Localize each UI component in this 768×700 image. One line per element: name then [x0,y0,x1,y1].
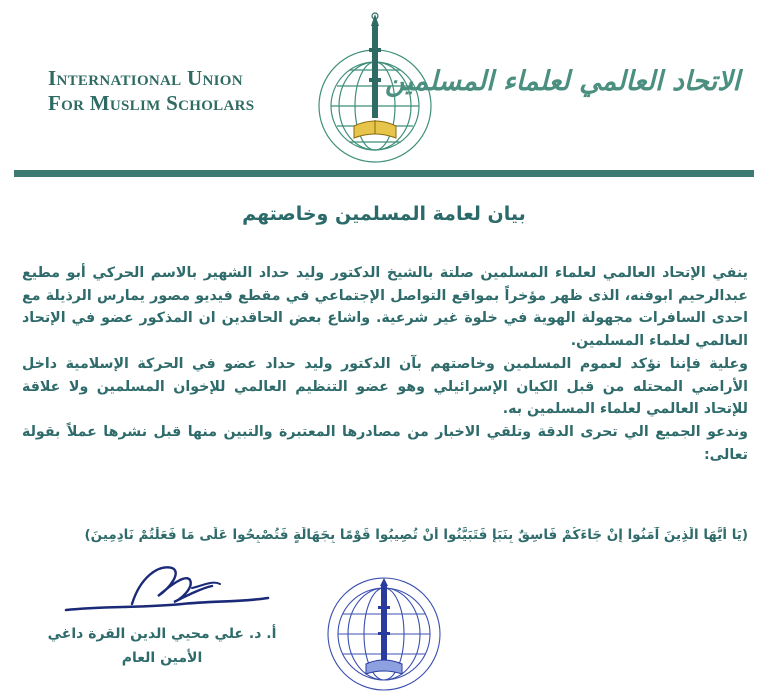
quran-verse: (يَا أَيُّهَا الَّذِينَ آمَنُوا إِنْ جَاءَكُمْ فَاسِقٌ بِنَبَإٍ فَتَبَيَّنُوا أَنْ تُصِيبُوا قَوْمًا بِجَهَالَةٍ فَتُصْبِحُوا عَلَى مَا فَعَلْتُمْ نَادِمِينَ) [84,527,748,543]
union-english-name [48,66,254,116]
paragraph-1: ينفي الإتحاد العالمي لعلماء المسلمين صلتة بالشيخ الدكتور وليد حداد الشهير بالاسم الحركي أبو مطيع عبدالرحيم ابوفنه، الذى ظهر مؤخراً بمواقع التواصل الإجتماعي في مقطع فيديو مصور يمارس الرذيلة مع احدى السافرات مجهولة الهوية في خلوة غير شرعية. واشاع بعض الحاقدين ان المذكور عضو في الإتحاد العالمي لعلماء المسلمين. [22,265,748,350]
handwritten-signature [62,558,272,618]
union-arabic-name: الاتحاد العالمي لعلماء المسلمين [384,66,740,97]
letterhead [0,0,768,180]
union-seal-stamp [326,572,442,696]
paragraph-3: وندعو الجميع الي تحرى الدقة وتلقي الاخبار من مصادرها المعتبرة والتبين منها قبل نشرها عملاً بقولة تعالى: [22,423,748,463]
paragraph-2: وعلية فإننا نؤكد لعموم المسلمين وخاصتهم بآن الدكتور وليد حداد عضو في الحركة الإسلامية داخل الأراضي المحتله من قبل الكيان الإسرائيلي وهو عضو التنظيم العالمي للإخوان المسلمين ولا علاقة للإتحاد العالمي لعلماء المسلمين به. [22,355,748,418]
signer-name: أ. د. علي محيي الدين القرة داغي [47,626,277,642]
signer-position: الأمين العام [121,650,203,666]
english-name-line2: For Muslim Scholars [48,91,255,115]
statement-body [22,262,748,466]
header-divider [14,170,754,177]
english-name-line1: International Union [48,66,243,90]
signatory [42,622,282,670]
statement-title: بيان لعامة المسلمين وخاصتهم [242,203,526,225]
